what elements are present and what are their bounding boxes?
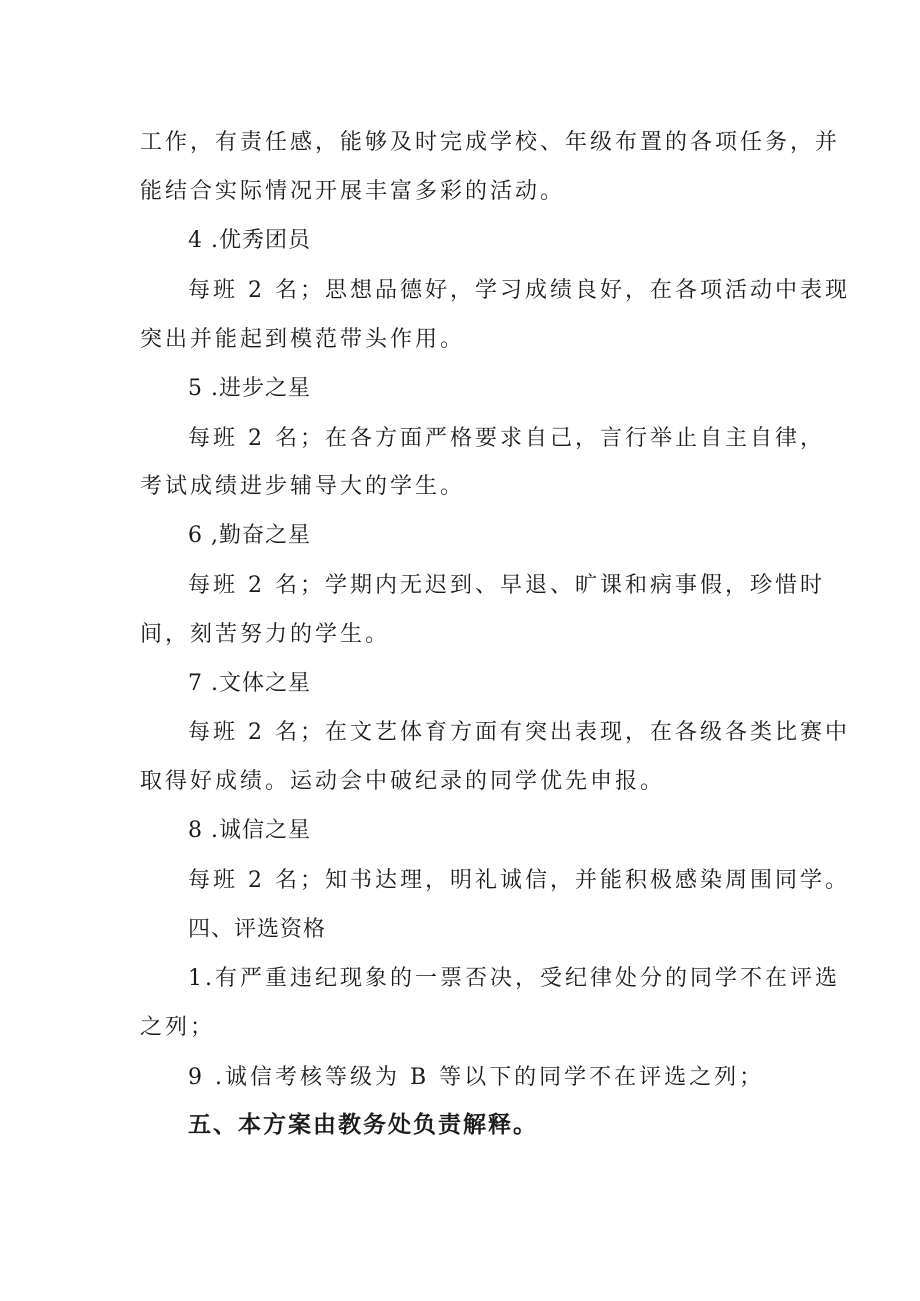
paragraph-line: 每班 2 名；学期内无迟到、早退、旷课和病事假，珍惜时 [188, 573, 825, 598]
paragraph-line: 1.有严重违纪现象的一票否决，受纪律处分的同学不在评选 [188, 966, 840, 991]
section-heading-integrity-star: 8 .诚信之星 [188, 818, 311, 843]
paragraph-line: 每班 2 名；在各方面严格要求自己，言行举止自主自律， [188, 426, 825, 451]
paragraph-line: 每班 2 名；在文艺体育方面有突出表现，在各级各类比赛中 [188, 720, 850, 745]
section-heading-excellent-member: 4 .优秀团员 [188, 228, 311, 253]
paragraph-line: 9 .诚信考核等级为 B 等以下的同学不在评选之列； [188, 1065, 765, 1090]
paragraph-line: 考试成绩进步辅导大的学生。 [140, 474, 466, 499]
paragraph-line: 之列； [140, 1015, 216, 1040]
paragraph-line: 取得好成绩。运动会中破纪录的同学优先申报。 [140, 769, 666, 794]
section-heading-eligibility: 四、评选资格 [188, 917, 327, 942]
paragraph-line: 突出并能起到模范带头作用。 [140, 327, 466, 352]
paragraph-line: 每班 2 名；思想品德好，学习成绩良好，在各项活动中表现 [188, 278, 850, 303]
section-heading-diligence-star: 6 ,勤奋之星 [188, 523, 311, 548]
section-heading-interpretation: 五、本方案由教务处负责解释。 [188, 1112, 538, 1138]
section-heading-arts-sports-star: 7 .文体之星 [188, 671, 311, 696]
paragraph-line: 能结合实际情况开展丰富多彩的活动。 [140, 179, 566, 204]
section-heading-progress-star: 5 .进步之星 [188, 376, 311, 401]
paragraph-line: 每班 2 名；知书达理，明礼诚信，并能积极感染周围同学。 [188, 868, 850, 893]
paragraph-line: 间，刻苦努力的学生。 [140, 622, 391, 647]
paragraph-line: 工作，有责任感，能够及时完成学校、年级布置的各项任务，并 [140, 130, 841, 155]
